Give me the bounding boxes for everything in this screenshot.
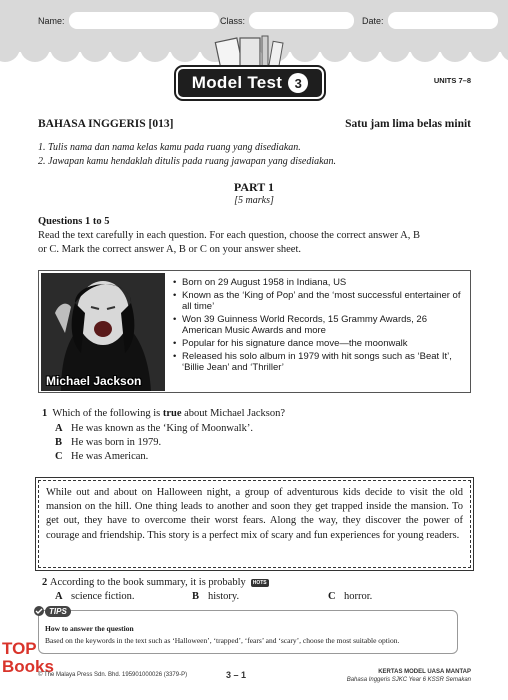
bullet-icon: • (173, 290, 177, 301)
option-text: science fiction. (71, 591, 135, 602)
question-1 (42, 408, 285, 419)
fact-text: Known as the ‘King of Pop’ and the ‘most successful entertainer of all time’ (182, 290, 461, 312)
instruction-2: 2. Jawapan kamu hendaklah ditulis pada ruang jawapan yang disediakan. (38, 156, 337, 167)
option-letter: B (192, 591, 200, 602)
tips-heading: How to answer the question (45, 624, 134, 633)
scallop-wave (110, 40, 140, 62)
date-input[interactable] (388, 12, 498, 29)
option-text: He was born in 1979. (71, 437, 162, 448)
fact-text: Won 39 Guinness World Records, 15 Grammy Awards, 26 American Music Awards and more (182, 314, 427, 336)
fact-item (173, 277, 462, 288)
exam-title-row (38, 118, 471, 130)
question-number: 2 (42, 577, 48, 588)
tips-badge (33, 605, 71, 617)
q2-option-b[interactable] (192, 591, 239, 602)
option-letter: C (55, 451, 63, 462)
fact-text: Popular for his signature dance move—the moonwalk (182, 338, 408, 349)
subject-title: BAHASA INGGERIS [013] (38, 118, 174, 130)
scallop-wave (170, 40, 200, 62)
scallop-wave (0, 40, 20, 62)
scallop-wave (80, 40, 110, 62)
q1-option-c[interactable] (55, 451, 148, 462)
fact-item (173, 351, 462, 373)
q1-option-a[interactable] (55, 423, 253, 434)
question-text: According to the book summary, it is probably (49, 577, 246, 588)
option-letter: C (328, 591, 336, 602)
name-field[interactable] (38, 12, 219, 29)
units-label: UNITS 7–8 (433, 76, 471, 85)
date-label: Date: (362, 15, 384, 26)
option-letter: B (55, 437, 63, 448)
photo-caption: Michael Jackson (46, 374, 142, 388)
name-input[interactable] (69, 12, 219, 29)
question-number: 1 (42, 408, 48, 419)
scallop-wave (50, 40, 80, 62)
scallop-wave (140, 40, 170, 62)
scallop-wave (20, 40, 50, 62)
option-text: history. (208, 591, 240, 602)
class-label: Class: (220, 15, 246, 26)
instruction-1: 1. Tulis nama dan nama kelas kamu pada ruang yang disediakan. (38, 142, 301, 153)
question-text-post: about Michael Jackson? (181, 408, 286, 419)
scallop-wave (350, 40, 380, 62)
facts-list (173, 277, 462, 375)
bullet-icon: • (173, 277, 177, 288)
scallop-wave (410, 40, 440, 62)
watermark-bottom: Books (2, 657, 54, 676)
date-field[interactable] (362, 12, 498, 29)
question-text-bold: true (162, 408, 182, 419)
option-letter: A (55, 591, 63, 602)
book-subtitle: Bahasa Inggeris SJKC Year 6 KSSR Semakan (346, 677, 471, 683)
fact-text: Born on 29 August 1958 in Indiana, US (182, 277, 347, 288)
page-number: 3 – 1 (226, 670, 247, 680)
name-label: Name: (38, 15, 65, 26)
class-field[interactable] (220, 12, 354, 29)
topbooks-watermark (2, 640, 54, 676)
book-summary: While out and about on Halloween night, a group of adventurous kids decide to visit the old mansion on the hill. One thing leads to another and soon they get trapped inside the mansion. To get out, they have to overcome their worst fears. Along the way, they discover the power of courage and friendship. This story is a perfect mix of scary and fun experiences for young readers. (38, 480, 471, 568)
banner-title: Model Test (191, 73, 283, 92)
book-title: KERTAS MODEL UASA MANTAP (378, 669, 471, 675)
scallop-wave (320, 40, 350, 62)
tips-text: Based on the keywords in the text such as ‘Halloween’, ‘trapped’, ‘fears’ and ‘scary’, choose the most suitable option. (45, 636, 400, 645)
q2-option-a[interactable] (55, 591, 135, 602)
scallop-wave (500, 40, 508, 62)
hots-badge: HOTS (252, 579, 267, 586)
scallop-wave (440, 40, 470, 62)
publisher: © The Malaya Press Sdn. Bhd. 195901000026 (3379-P) (38, 672, 188, 678)
questions-heading: Questions 1 to 5 (38, 216, 110, 227)
michael-jackson-photo (41, 273, 165, 391)
watermark-top: TOP (2, 639, 37, 658)
bullet-icon: • (173, 338, 177, 349)
duration: Satu jam lima belas minit (345, 118, 471, 130)
info-box (38, 270, 471, 393)
scallop-wave (290, 40, 320, 62)
banner-number: 3 (288, 73, 308, 93)
fact-item (173, 338, 462, 349)
fact-item (173, 314, 462, 336)
q2-option-c[interactable] (328, 591, 372, 602)
stationery-icon (210, 34, 290, 68)
tips-box (38, 610, 458, 654)
class-input[interactable] (249, 12, 354, 29)
option-text: He was known as the ‘King of Moonwalk’. (71, 423, 253, 434)
scallop-wave (380, 40, 410, 62)
option-text: horror. (344, 591, 373, 602)
directions-line-2: or C. Mark the correct answer A, B or C on your answer sheet. (38, 244, 302, 255)
fact-text: Released his solo album in 1979 with hit songs such as ‘Beat It’, ‘Billie Jean’ and ‘Thriller’ (182, 351, 452, 373)
option-text: He was American. (71, 451, 149, 462)
directions-line-1: Read the text carefully in each question. For each question, choose the correct answer A, B (38, 230, 420, 241)
bullet-icon: • (173, 314, 177, 325)
question-2 (42, 577, 269, 588)
part-title: PART 1 (233, 180, 275, 194)
part-marks: [5 marks] (234, 195, 274, 206)
tips-badge-label: TIPS (45, 606, 71, 617)
bullet-icon: • (173, 351, 177, 362)
fact-item (173, 290, 462, 312)
scallop-wave (470, 40, 500, 62)
q1-option-b[interactable] (55, 437, 161, 448)
model-test-banner (176, 67, 324, 99)
check-icon (33, 605, 45, 617)
option-letter: A (55, 423, 63, 434)
question-text-pre: Which of the following is (52, 408, 163, 419)
